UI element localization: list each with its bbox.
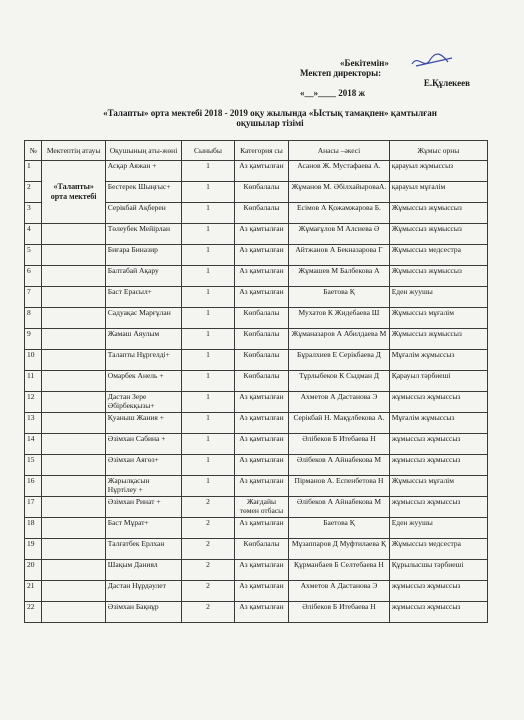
header-parents: Анасы –әкесі (289, 141, 389, 161)
row-number: 4 (25, 224, 42, 245)
school-empty-cell (42, 266, 105, 287)
row-number: 3 (25, 203, 42, 224)
student-parents: Жұмағұлов М Алсиева Ә (289, 224, 389, 245)
student-grade: 1 (182, 413, 234, 434)
parents-workplace: Мұғалім жұмыссыз (389, 350, 487, 371)
student-parents: Әлібеков А Айнабекова М (289, 455, 389, 476)
student-parents: Мұзаппаров Д Муфтилаева Қ (289, 539, 389, 560)
header-student-name: Оқушының аты-жөні (105, 141, 181, 161)
student-name: Бестерек Шыңғыс+ (105, 182, 181, 203)
document-title (40, 108, 500, 128)
student-category: Көпбалалы (234, 182, 289, 203)
parents-workplace: Еден жуушы (389, 518, 487, 539)
row-number: 8 (25, 308, 42, 329)
school-empty-cell (42, 350, 105, 371)
row-number: 12 (25, 392, 42, 413)
parents-workplace: Құрылысшы тәрбиеші (389, 560, 487, 581)
header-category: Категория сы (234, 141, 289, 161)
table-row (25, 602, 488, 623)
student-parents: Бұралхиев Е Серікбаева Д (289, 350, 389, 371)
student-name: Талапты Нұргелді+ (105, 350, 181, 371)
parents-workplace: Жұмыссыз медсестра (389, 245, 487, 266)
student-name: Садуақас Марғұлан (105, 308, 181, 329)
student-parents: Асанов Ж. Мустафаева А. (289, 161, 389, 182)
parents-workplace: Қарауыл тәрбиеші (389, 371, 487, 392)
school-empty-cell (42, 371, 105, 392)
row-number: 10 (25, 350, 42, 371)
student-grade: 1 (182, 392, 234, 413)
row-number: 16 (25, 476, 42, 497)
table-row (25, 392, 488, 413)
school-empty-cell (42, 602, 105, 623)
row-number: 14 (25, 434, 42, 455)
title-line-2: оқушылар тізімі (236, 118, 304, 128)
parents-workplace: Жұмыссыз медсестра (389, 539, 487, 560)
student-grade: 2 (182, 560, 234, 581)
student-name: Әзімхан Аягөз+ (105, 455, 181, 476)
student-parents: Мухатов К Жидебаева Ш (289, 308, 389, 329)
student-category: Аз қамтылған (234, 413, 289, 434)
student-grade: 2 (182, 602, 234, 623)
parents-workplace: Жұмыссыз жұмыссыз (389, 224, 487, 245)
director-name: Е.Құлекеев (423, 78, 470, 88)
student-category: Жағдайы төмен отбасы (234, 497, 289, 518)
table-row (25, 455, 488, 476)
school-empty-cell (42, 518, 105, 539)
student-category: Көпбалалы (234, 329, 289, 350)
table-row (25, 560, 488, 581)
student-grade: 2 (182, 581, 234, 602)
school-empty-cell (42, 308, 105, 329)
row-number: 15 (25, 455, 42, 476)
table-row (25, 161, 488, 182)
school-empty-cell (42, 224, 105, 245)
row-number: 2 (25, 182, 42, 203)
table-row (25, 371, 488, 392)
parents-workplace: жұмыссыз жұмыссыз (389, 602, 487, 623)
parents-workplace: жұмыссыз жұмыссыз (389, 434, 487, 455)
student-name: Омарбек Анель + (105, 371, 181, 392)
student-grade: 1 (182, 161, 234, 182)
student-parents: Баетова Қ (289, 518, 389, 539)
row-number: 6 (25, 266, 42, 287)
header-number: № (25, 141, 42, 161)
student-parents: Әлібеков Б Итебаева Н (289, 602, 389, 623)
parents-workplace: Еден жуушы (389, 287, 487, 308)
student-grade: 2 (182, 539, 234, 560)
parents-workplace: қарауыл жұмыссыз (389, 161, 487, 182)
student-grade: 1 (182, 245, 234, 266)
student-name: Баст Мұрат+ (105, 518, 181, 539)
school-empty-cell (42, 329, 105, 350)
student-category: Көпбалалы (234, 308, 289, 329)
school-empty-cell (42, 245, 105, 266)
student-grade: 1 (182, 329, 234, 350)
parents-workplace: жұмыссыз жұмыссыз (389, 497, 487, 518)
parents-workplace: жұмыссыз жұмыссыз (389, 392, 487, 413)
student-grade: 1 (182, 455, 234, 476)
school-empty-cell (42, 392, 105, 413)
table-row (25, 224, 488, 245)
table-row (25, 518, 488, 539)
parents-workplace: Мұғалім жұмыссыз (389, 413, 487, 434)
student-grade: 1 (182, 476, 234, 497)
table-header-row (25, 141, 488, 161)
student-category: Аз қамтылған (234, 602, 289, 623)
school-name-cell: «Талапты» орта мектебі (42, 161, 105, 224)
student-name: Қуаныш Жания + (105, 413, 181, 434)
school-empty-cell (42, 455, 105, 476)
student-name: Баст Ерасыл+ (105, 287, 181, 308)
student-category: Аз қамтылған (234, 518, 289, 539)
student-category: Аз қамтылған (234, 245, 289, 266)
student-parents: Әлібеков А Айнабекова М (289, 497, 389, 518)
student-category: Аз қамтылған (234, 161, 289, 182)
table-row (25, 287, 488, 308)
school-empty-cell (42, 539, 105, 560)
school-empty-cell (42, 497, 105, 518)
student-category: Көпбалалы (234, 203, 289, 224)
row-number: 17 (25, 497, 42, 518)
header-school: Мектептің атауы (42, 141, 105, 161)
header-grade: Сыныбы (182, 141, 234, 161)
student-grade: 2 (182, 497, 234, 518)
row-number: 19 (25, 539, 42, 560)
header-workplace: Жұмыс орны (389, 141, 487, 161)
parents-workplace: жұмыссыз жұмыссыз (389, 581, 487, 602)
table-row (25, 308, 488, 329)
student-parents: Жұмашев М Балбекова А (289, 266, 389, 287)
student-name: Шақым Даниял (105, 560, 181, 581)
title-line-1: «Талапты» орта мектебі 2018 - 2019 оқу жылында «Ыстық тамақпен» қамтылған (103, 108, 437, 118)
table-row (25, 266, 488, 287)
row-number: 13 (25, 413, 42, 434)
student-parents: Ахметов А Дастанова Э (289, 581, 389, 602)
row-number: 22 (25, 602, 42, 623)
student-category: Аз қамтылған (234, 287, 289, 308)
student-grade: 1 (182, 350, 234, 371)
table-row (25, 539, 488, 560)
student-name: Дастан Нұрдәулет (105, 581, 181, 602)
student-name: Жарылқасын Нұртілеу + (105, 476, 181, 497)
student-category: Аз қамтылған (234, 476, 289, 497)
student-name: Әзімхан Бақнұр (105, 602, 181, 623)
row-number: 1 (25, 161, 42, 182)
student-name: Әзімхан Ринат + (105, 497, 181, 518)
row-number: 7 (25, 287, 42, 308)
approval-heading: «Бекітемін» (340, 58, 389, 68)
row-number: 9 (25, 329, 42, 350)
parents-workplace: қарауыл мұғалім (389, 182, 487, 203)
student-category: Аз қамтылған (234, 434, 289, 455)
table-row (25, 245, 488, 266)
student-grade: 2 (182, 518, 234, 539)
student-grade: 1 (182, 308, 234, 329)
student-category: Көпбалалы (234, 350, 289, 371)
student-parents: Тұрлыбеков К Сыдман Д (289, 371, 389, 392)
student-grade: 1 (182, 203, 234, 224)
student-name: Биғара Биназир (105, 245, 181, 266)
student-name: Әзімхан Сабина + (105, 434, 181, 455)
row-number: 5 (25, 245, 42, 266)
approval-date: «__»____ 2018 ж (300, 88, 366, 98)
student-name: Төлеубек Мейірлан (105, 224, 181, 245)
parents-workplace: Жұмыссыз мұғалім (389, 476, 487, 497)
students-table (24, 140, 488, 623)
student-grade: 1 (182, 287, 234, 308)
student-parents: Есімов А Қожамжарова Б. (289, 203, 389, 224)
student-parents: Ахметов А Дастанова Э (289, 392, 389, 413)
parents-workplace: жұмыссыз жұмыссыз (389, 455, 487, 476)
table-row (25, 329, 488, 350)
school-empty-cell (42, 581, 105, 602)
signature-image (408, 50, 456, 74)
parents-workplace: Жұмыссыз жұмыссыз (389, 329, 487, 350)
school-empty-cell (42, 413, 105, 434)
parents-workplace: Жұмыссыз жұмыссыз (389, 266, 487, 287)
student-grade: 1 (182, 434, 234, 455)
student-parents: Айтжанов А Бекназарова Г (289, 245, 389, 266)
table-row (25, 476, 488, 497)
school-empty-cell (42, 434, 105, 455)
student-category: Аз қамтылған (234, 560, 289, 581)
student-parents: Құрманбаев Б Селтебаева Н (289, 560, 389, 581)
parents-workplace: Жұмыссыз мұғалім (389, 308, 487, 329)
row-number: 11 (25, 371, 42, 392)
student-name: Серікбай Ақберен (105, 203, 181, 224)
school-empty-cell (42, 476, 105, 497)
student-grade: 1 (182, 182, 234, 203)
student-parents: Жұманазаров А Абилдаева М (289, 329, 389, 350)
table-row (25, 413, 488, 434)
table-row (25, 434, 488, 455)
student-parents: Жұманов М. ӘбілхайыроваА. (289, 182, 389, 203)
student-name: Жамаш Аяулым (105, 329, 181, 350)
school-empty-cell (42, 560, 105, 581)
student-name: Балтабай Ақару (105, 266, 181, 287)
student-category: Көпбалалы (234, 539, 289, 560)
parents-workplace: Жұмыссыз жұмыссыз (389, 203, 487, 224)
table-row (25, 350, 488, 371)
student-parents: Пірманов А. Еспенбетова Н (289, 476, 389, 497)
school-empty-cell (42, 287, 105, 308)
student-parents: Серікбай Н. Мақұлбекова А. (289, 413, 389, 434)
student-category: Аз қамтылған (234, 224, 289, 245)
table-row (25, 497, 488, 518)
row-number: 18 (25, 518, 42, 539)
student-grade: 1 (182, 266, 234, 287)
student-name: Дастан Зере Әбірбекқызы+ (105, 392, 181, 413)
student-grade: 1 (182, 371, 234, 392)
student-name: Талғатбек Ерлхан (105, 539, 181, 560)
director-label: Мектеп директоры: (300, 68, 382, 78)
student-parents: Баетова Қ (289, 287, 389, 308)
student-category: Аз қамтылған (234, 581, 289, 602)
row-number: 21 (25, 581, 42, 602)
student-category: Аз қамтылған (234, 392, 289, 413)
student-grade: 1 (182, 224, 234, 245)
student-parents: Әлібеков Б Итебаева Н (289, 434, 389, 455)
row-number: 20 (25, 560, 42, 581)
student-category: Аз қамтылған (234, 266, 289, 287)
student-name: Асқар Аяжан + (105, 161, 181, 182)
student-category: Көпбалалы (234, 371, 289, 392)
student-category: Аз қамтылған (234, 455, 289, 476)
table-row (25, 581, 488, 602)
